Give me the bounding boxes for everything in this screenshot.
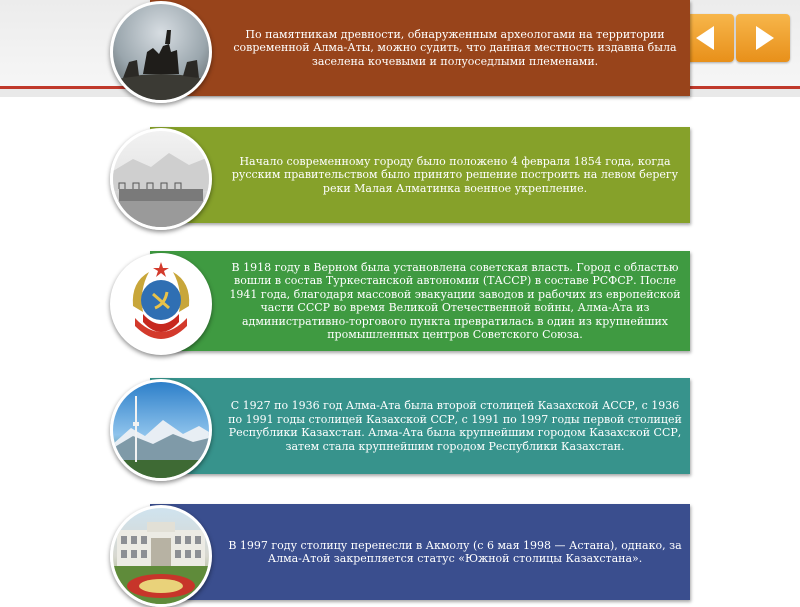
triangle-right-icon	[756, 26, 774, 50]
tv-tower-mountains-icon	[110, 379, 212, 481]
government-building-icon	[110, 505, 212, 607]
timeline-text: Начало современному городу было положено 4 февраля 1854 года, когда русским правительством было принято решение построить на левом берегу реки Малая Алматинка военное укрепление.	[231, 154, 679, 195]
timeline-text: В 1918 году в Верном была установлена советская власть. Город с областью вошли в состав Туркестанской автономии (ТАССР) в составе РСФСР. После 1941 года, благодаря массовой эвакуации заводов и рабочих из европейской части СССР во время Великой Отечественной войны, Алма-Ата из административно-торгового пункта превратилась в один из крупнейших промышленных центров Советского Союза.	[229, 260, 681, 341]
next-slide-button[interactable]	[736, 14, 790, 62]
timeline-item-soviet	[150, 251, 690, 351]
fortress-sketch-icon	[110, 128, 212, 230]
timeline-item-southern-capital	[150, 504, 690, 600]
timeline-item-ancient	[150, 0, 690, 96]
timeline-text: В 1997 году столицу перенесли в Акмолу (с 6 мая 1998 — Астана), однако, за Алма-Атой закрепляется статус «Южной столицы Казахстана».	[228, 538, 682, 565]
timeline-item-capital	[150, 378, 690, 474]
nomad-horsemen-icon	[110, 1, 212, 103]
timeline-item-founding	[150, 127, 690, 223]
soviet-emblem-icon	[110, 253, 212, 355]
timeline-text: С 1927 по 1936 год Алма-Ата была второй столицей Казахской АССР, с 1936 по 1991 годы столицей Казахской ССР, с 1991 по 1997 годы первой столицей Республики Казахстан. Алма-Ата была крупнейшим городом Казахской ССР, затем стала крупнейшим городом Республики Казахстан.	[228, 399, 682, 453]
timeline-text: По памятникам древности, обнаруженным археологами на территории современной Алма-Аты, можно судить, что данная местность издавна была заселена кочевыми и полуоседлыми племенами.	[233, 27, 677, 68]
triangle-left-icon	[696, 26, 714, 50]
